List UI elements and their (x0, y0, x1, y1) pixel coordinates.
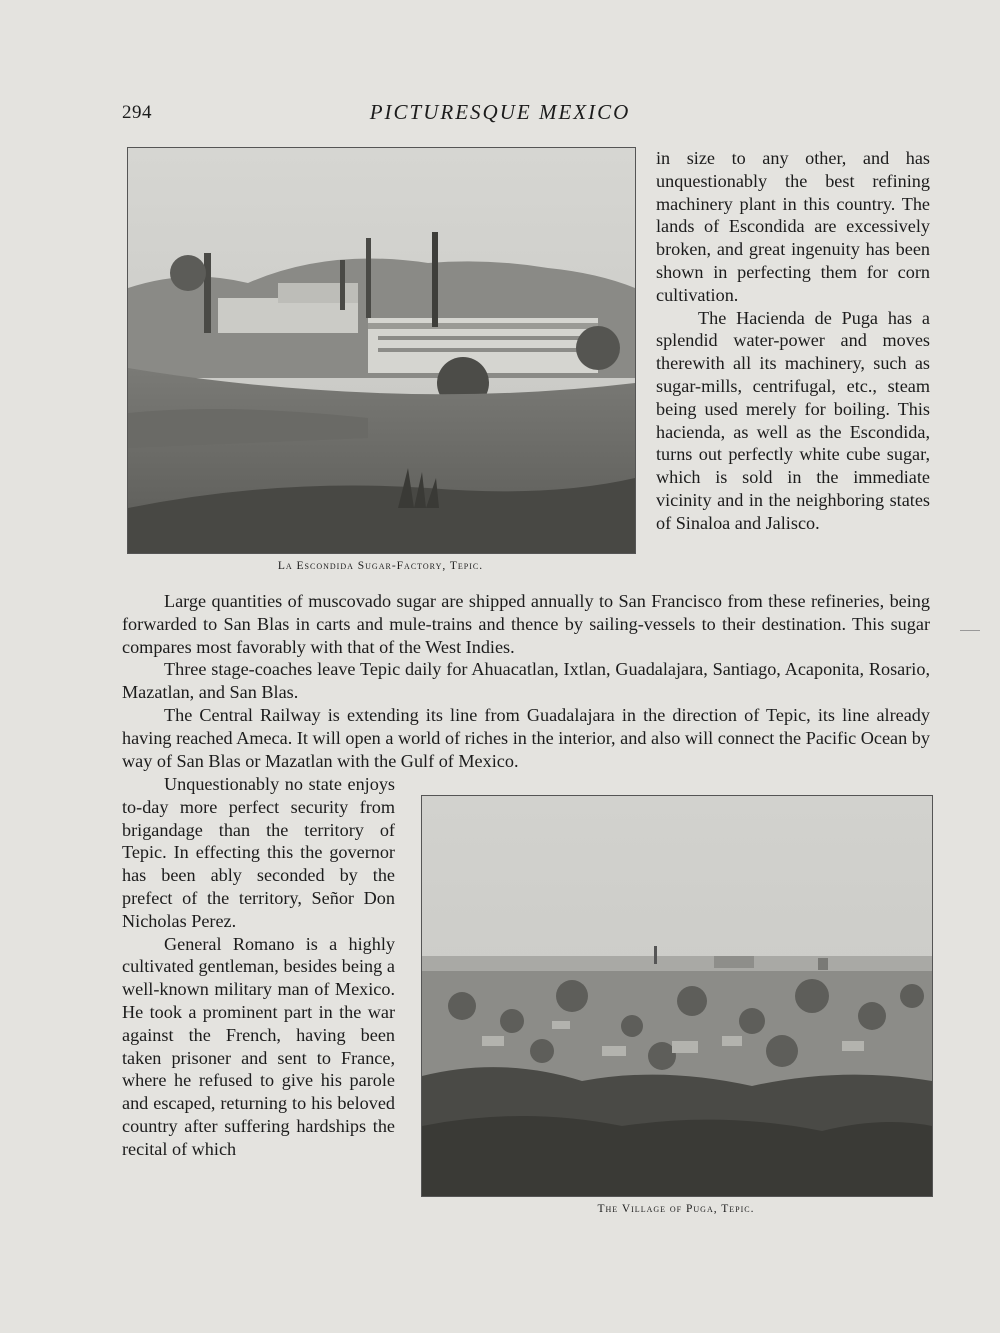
full-paragraph-2: Three stage-coaches leave Tepic daily for Ahuacatlan, Ixtlan, Guadalajara, Santiago, Acaponita, Rosario, Mazatlan, and San Blas. (122, 659, 930, 703)
full-width-text (122, 590, 930, 772)
factory-photo (127, 147, 636, 554)
right-column-paragraph-2: The Hacienda de Puga has a splendid water-power and moves therewith all its machinery, such as sugar-mills, centrifugal, etc., steam being used merely for boiling. This hacienda, as well as the Escondida, turns out perfectly white cube sugar, which is sold in the immediate vicinity and in the neighboring states of Sinaloa and Jalisco. (656, 307, 930, 533)
left-column-paragraph-1: Unquestionably no state enjoys to-day more perfect security from brigandage than the territory of Tepic. In effecting this the governor has been ably seconded by the prefect of the territory, Señor Don Nicholas Perez. (122, 774, 395, 931)
full-paragraph-1: Large quantities of muscovado sugar are shipped annually to San Francisco from these refineries, being forwarded to San Blas in carts and mule-trains and thence by sailing-vessels to their destination. This sugar compares most favorably with that of the West Indies. (122, 591, 930, 657)
left-column-paragraph-2: General Romano is a highly cultivated gentleman, besides being a well-known military man of Mexico. He took a prominent part in the war against the French, having been taken prisoner and sent to France, where he refused to give his parole and escaped, returning to his beloved country after suffering hardships the recital of which (122, 933, 395, 1159)
margin-mark (960, 630, 980, 631)
figure-caption-bottom: The Village of Puga, Tepic. (597, 1203, 755, 1215)
right-column-text (656, 147, 930, 535)
figure-caption-top: La Escondida Sugar-Factory, Tepic. (277, 560, 484, 572)
right-column-paragraph-1: in size to any other, and has unquestionably the best refining machinery plant in this country. The lands of Escondida are excessively broken, and great ingenuity has been shown in perfecting them for corn cultivation. (656, 148, 930, 305)
running-title: PICTURESQUE MEXICO (369, 100, 631, 124)
village-photo (421, 795, 933, 1197)
left-column-text (122, 773, 395, 1161)
full-paragraph-3: The Central Railway is extending its line from Guadalajara in the direction of Tepic, its line already having reached Ameca. It will open a world of riches in the interior, and also will connect the Pacific Ocean by way of San Blas or Mazatlan with the Gulf of Mexico. (122, 704, 930, 771)
page-number: 294 (122, 102, 152, 123)
